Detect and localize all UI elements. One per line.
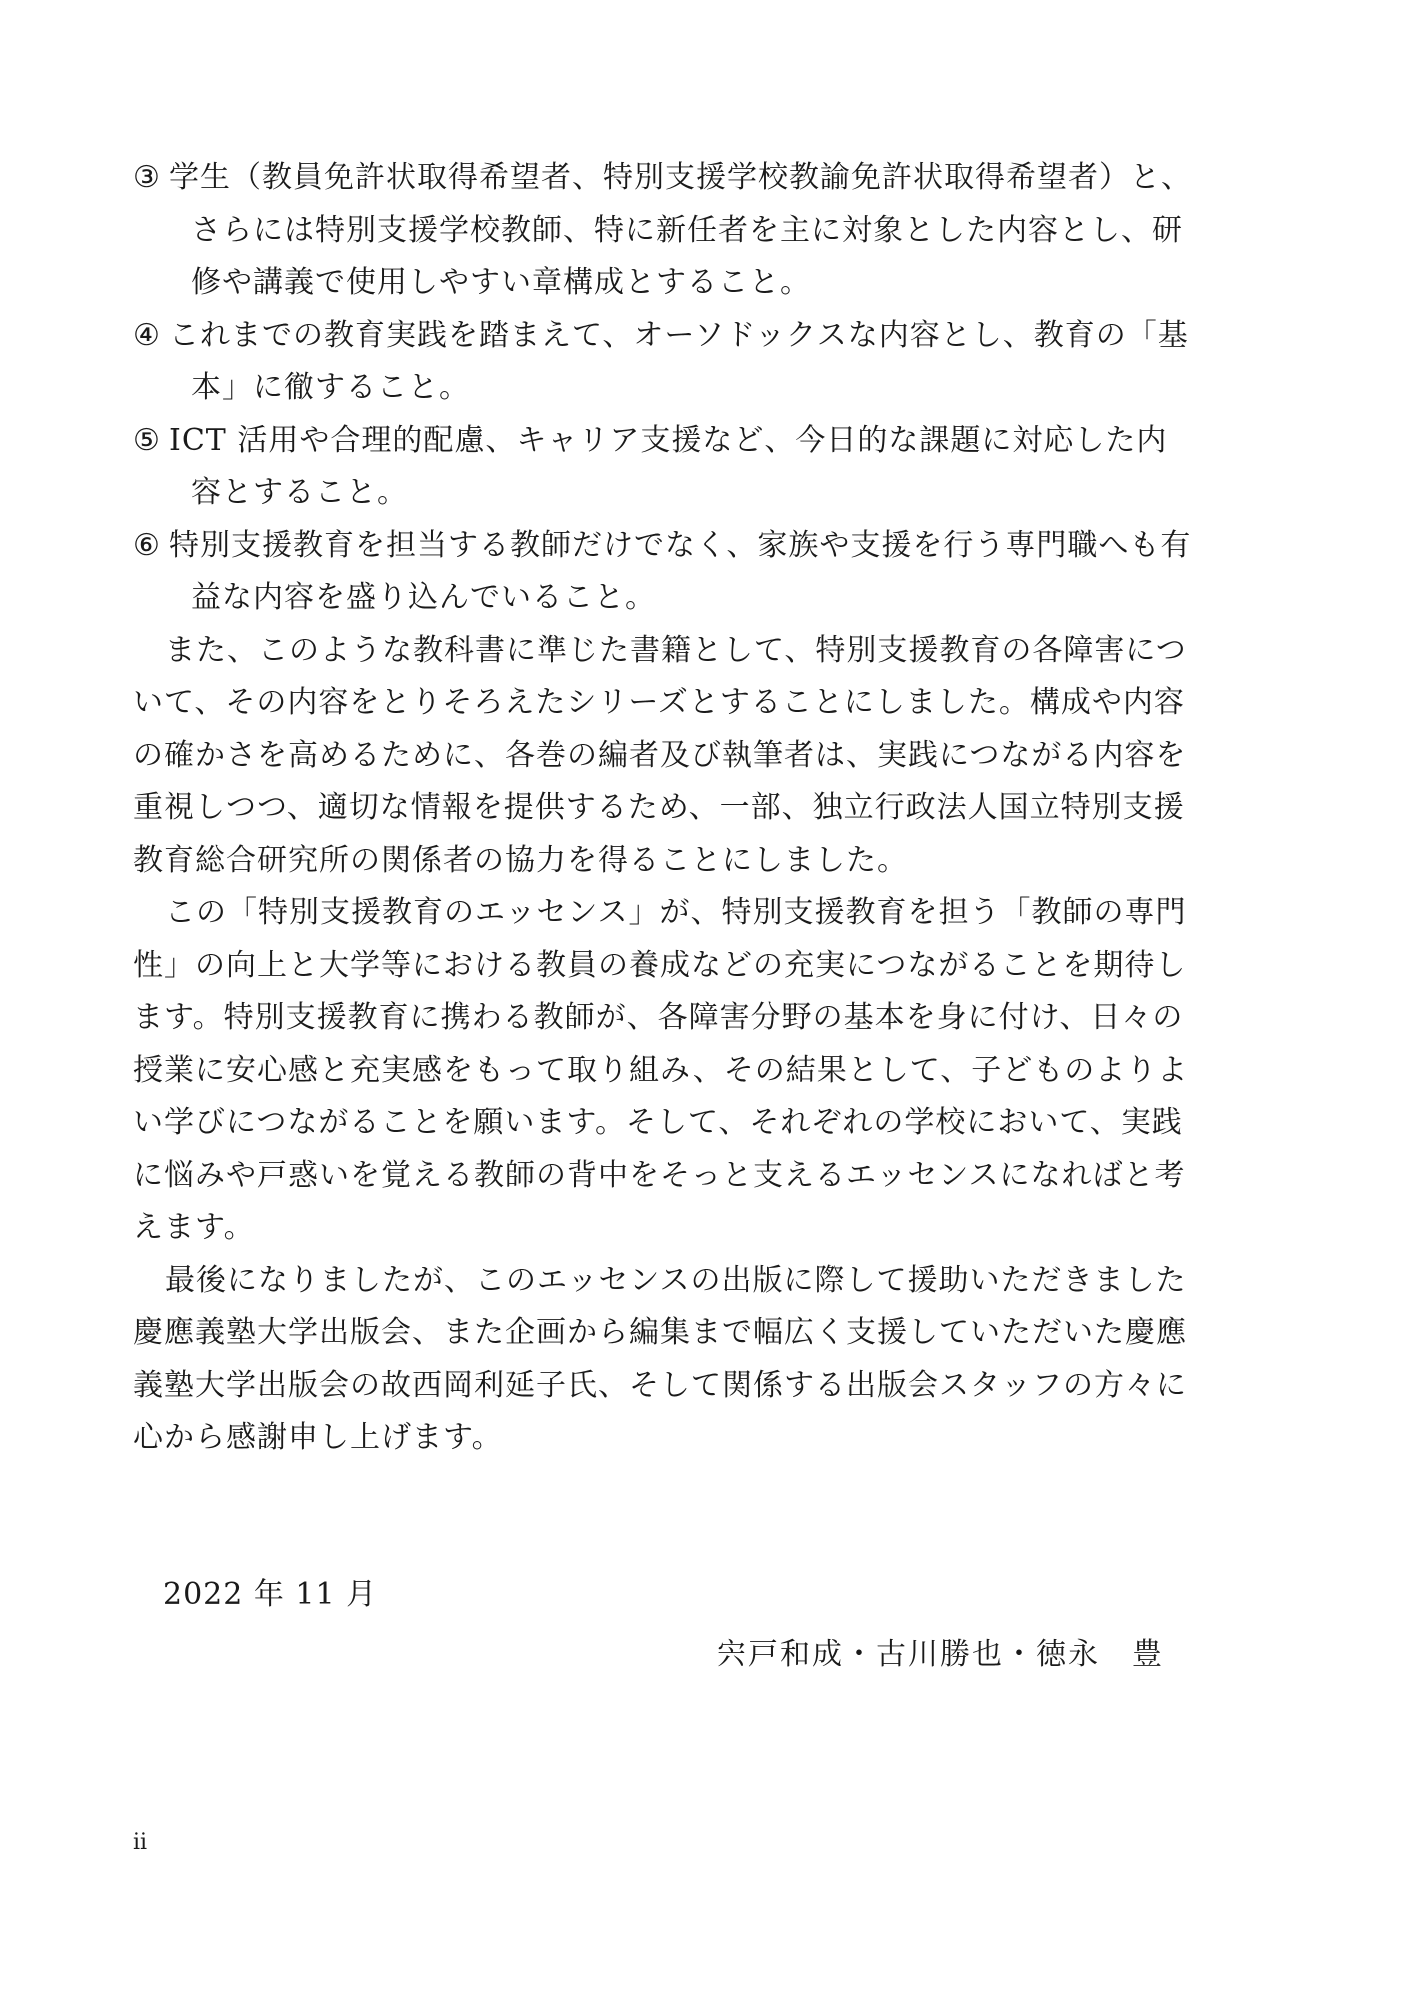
- list-item-number: ⑥: [133, 527, 161, 563]
- paragraph-acknowledgement: 最後になりましたが、このエッセンスの出版に際して援助いただきました慶應義塾大学出版会、また企画から編集まで幅広く支援していただいた慶應義塾大学出版会の故西岡利延子氏、そして関係する出版会スタッフの方々に心から感謝申し上げます。: [133, 1262, 1187, 1455]
- list-item-5: [133, 415, 1193, 520]
- list-item-number: ④: [133, 317, 161, 353]
- paragraph-series: また、このような教科書に準じた書籍として、特別支援教育の各障害について、その内容をとりそろえたシリーズとすることにしました。構成や内容の確かさを高めるために、各巻の編者及び執筆者は、実践につながる内容を重視しつつ、適切な情報を提供するため、一部、独立行政法人国立特別支援教育総合研究所の関係者の協力を得ることにしました。: [133, 632, 1187, 878]
- page-number: ii: [133, 1830, 148, 1855]
- body-text: [133, 152, 1193, 1465]
- list-item-text: これまでの教育実践を踏まえて、オーソドックスな内容とし、教育の「基本」に徹すること。: [169, 317, 1189, 405]
- authors: 宍戸和成・古川勝也・徳永 豊: [716, 1637, 1164, 1672]
- list-item-text: 特別支援教育を担当する教師だけでなく、家族や支援を行う専門職へも有益な内容を盛り込んでいること。: [169, 527, 1192, 615]
- date: 2022 年 11 月: [163, 1577, 378, 1612]
- list-item-number: ③: [133, 160, 161, 195]
- list-item-4: [133, 310, 1193, 415]
- list-item-3: [133, 152, 1193, 310]
- list-item-number: ⑤: [133, 422, 161, 458]
- list-item-text: 学生（教員免許状取得希望者、特別支援学校教諭免許状取得希望者）と、さらには特別支援学校教師、特に新任者を主に対象とした内容とし、研修や講義で使用しやすい章構成とすること。: [169, 160, 1192, 300]
- list-item-6: [133, 520, 1193, 625]
- list-item-text: ICT 活用や合理的配慮、キャリア支援など、今日的な課題に対応した内容とすること。: [169, 422, 1168, 510]
- paragraph-expectation: この「特別支援教育のエッセンス」が、特別支援教育を担う「教師の専門性」の向上と大学等における教員の養成などの充実につながることを期待します。特別支援教育に携わる教師が、各障害分野の基本を身に付け、日々の授業に安心感と充実感をもって取り組み、その結果として、子どものよりよい学びにつながることを願います。そして、それぞれの学校において、実践に悩みや戸惑いを覚える教師の背中をそっと支えるエッセンスになればと考えます。: [133, 895, 1189, 1245]
